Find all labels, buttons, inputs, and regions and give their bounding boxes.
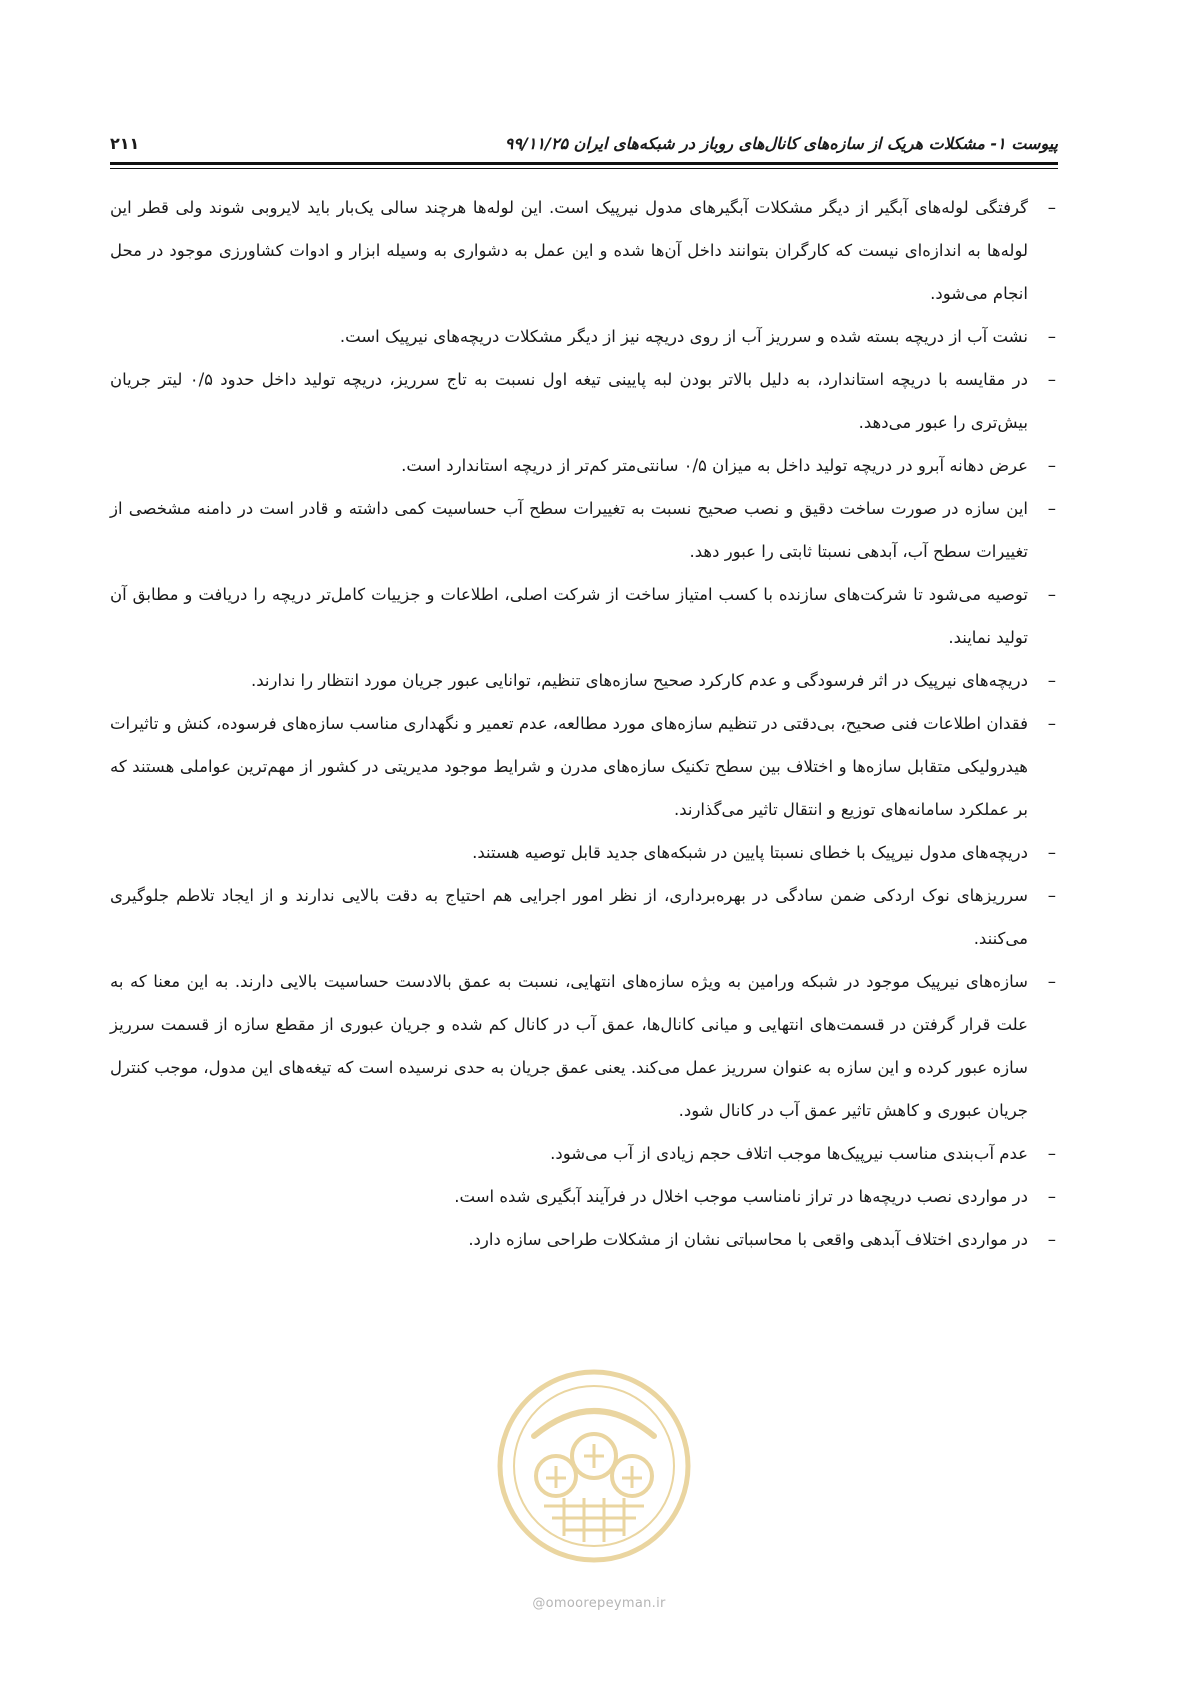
list-item-text: سازه‌های نیرپیک موجود در شبکه ورامین به ویژه سازه‌های انتهایی، نسبت به عمق بالادست حساسیت بالایی دارند. به این معنا که به علت قرار گرفتن در قسمت‌های انتهایی و میانی کانال‌ها، عمق آب در کانال کم شده و جریان عبوری از مقطع سازه از قسمت سرریز سازه عبور کرده و این سازه به عنوان سرریز عمل می‌کند. یعنی عمق جریان به حدی نرسیده است که تیغه‌های این مدول، موجب کنترل جریان عبوری و کاهش تاثیر عمق آب در کانال شود. [110, 972, 1028, 1120]
list-item-text: در مواردی اختلاف آبدهی واقعی با محاسباتی نشان از مشکلات طراحی سازه دارد. [468, 1230, 1028, 1249]
list-item-text: عرض دهانه آبرو در دریچه تولید داخل به میزان ۰/۵ سانتی‌متر کم‌تر از دریچه استاندارد است. [401, 456, 1028, 475]
list-item-text: توصیه می‌شود تا شرکت‌های سازنده با کسب امتیاز ساخت از شرکت اصلی، اطلاعات و جزییات کامل‌تر دریچه را دریافت و مطابق آن تولید نمایند. [110, 585, 1028, 647]
list-item-text: عدم آب‌بندی مناسب نیرپیک‌ها موجب اتلاف حجم زیادی از آب می‌شود. [550, 1144, 1028, 1163]
bullet-dash: – [1047, 1144, 1056, 1163]
bullet-dash: – [1047, 585, 1056, 604]
list-item-text: دریچه‌های نیرپیک در اثر فرسودگی و عدم کارکرد صحیح سازه‌های تنظیم، توانایی عبور جریان مورد انتظار را ندارند. [251, 671, 1028, 690]
list-item [110, 831, 1058, 874]
list-item-text: گرفتگی لوله‌های آبگیر از دیگر مشکلات آبگیرهای مدول نیرپیک است. این لوله‌ها هرچند سالی یک‌بار باید لایروبی شوند ولی قطر این لوله‌ها به اندازه‌ای نیست که کارگران بتوانند داخل آن‌ها شده و این عمل به دشواری به وسیله ابزار و ادوات کشاورزی موجود در محل انجام می‌شود. [110, 198, 1028, 303]
bullet-dash: – [1047, 714, 1056, 733]
header-rule-thick [110, 162, 1058, 165]
bullet-list [110, 186, 1058, 1261]
header-rule-thin [110, 168, 1058, 169]
list-item [110, 1218, 1058, 1261]
list-item [110, 315, 1058, 358]
list-item-text: این سازه در صورت ساخت دقیق و نصب صحیح نسبت به تغییرات سطح آب حساسیت کمی داشته و قادر است در دامنه مشخصی از تغییرات سطح آب، آبدهی نسبتا ثابتی را عبور دهد. [110, 499, 1028, 561]
list-item-text: سرریزهای نوک اردکی ضمن سادگی در بهره‌برداری، از نظر امور اجرایی هم احتیاج به دقت بالایی ندارند و از ایجاد تلاطم جلوگیری می‌کنند. [110, 886, 1028, 948]
bullet-dash: – [1047, 886, 1056, 905]
bullet-dash: – [1047, 327, 1056, 346]
list-item [110, 1175, 1058, 1218]
list-item-text: فقدان اطلاعات فنی صحیح، بی‌دقتی در تنظیم سازه‌های مورد مطالعه، عدم تعمیر و نگهداری مناسب سازه‌های فرسوده، کنش و تاثیرات هیدرولیکی متقابل سازه‌ها و اختلاف بین سطح تکنیک سازه‌های مدرن و شرایط موجود مدیریتی در کشور از مهم‌ترین عواملی هستند که بر عملکرد سامانه‌های توزیع و انتقال تاثیر می‌گذارند. [110, 714, 1028, 819]
bullet-dash: – [1047, 1187, 1056, 1206]
page-number: ۲۱۱ [110, 134, 140, 153]
bullet-dash: – [1047, 499, 1056, 518]
list-item [110, 186, 1058, 315]
watermark-seal [494, 1366, 694, 1566]
list-item-text: در مواردی نصب دریچه‌ها در تراز نامناسب موجب اخلال در فرآیند آبگیری شده است. [454, 1187, 1028, 1206]
list-item [110, 358, 1058, 444]
bullet-dash: – [1047, 1230, 1056, 1249]
bullet-dash: – [1047, 198, 1056, 217]
list-item-text: در مقایسه با دریچه استاندارد، به دلیل بالاتر بودن لبه پایینی تیغه اول نسبت به تاج سرریز، دریچه تولید داخل حدود ۰/۵ لیتر جریان بیش‌تری را عبور می‌دهد. [110, 370, 1028, 432]
bullet-dash: – [1047, 456, 1056, 475]
list-item [110, 960, 1058, 1132]
list-item-text: نشت آب از دریچه بسته شده و سرریز آب از روی دریچه نیز از دیگر مشکلات دریچه‌های نیرپیک است. [339, 327, 1028, 346]
list-item [110, 659, 1058, 702]
list-item [110, 487, 1058, 573]
list-item [110, 573, 1058, 659]
watermark-url: @omoorepeyman.ir [532, 1596, 666, 1611]
bullet-dash: – [1047, 370, 1056, 389]
list-item [110, 874, 1058, 960]
list-item [110, 444, 1058, 487]
running-title: پیوست ۱- مشکلات هریک از سازه‌های کانال‌های روباز در شبکه‌های ایران ۹۹/۱۱/۲۵ [504, 134, 1058, 153]
list-item-text: دریچه‌های مدول نیرپیک با خطای نسبتا پایین در شبکه‌های جدید قابل توصیه هستند. [472, 843, 1028, 862]
bullet-dash: – [1047, 972, 1056, 991]
list-item [110, 1132, 1058, 1175]
bullet-dash: – [1047, 671, 1056, 690]
list-item [110, 702, 1058, 831]
bullet-dash: – [1047, 843, 1056, 862]
seal-icon [494, 1366, 694, 1566]
